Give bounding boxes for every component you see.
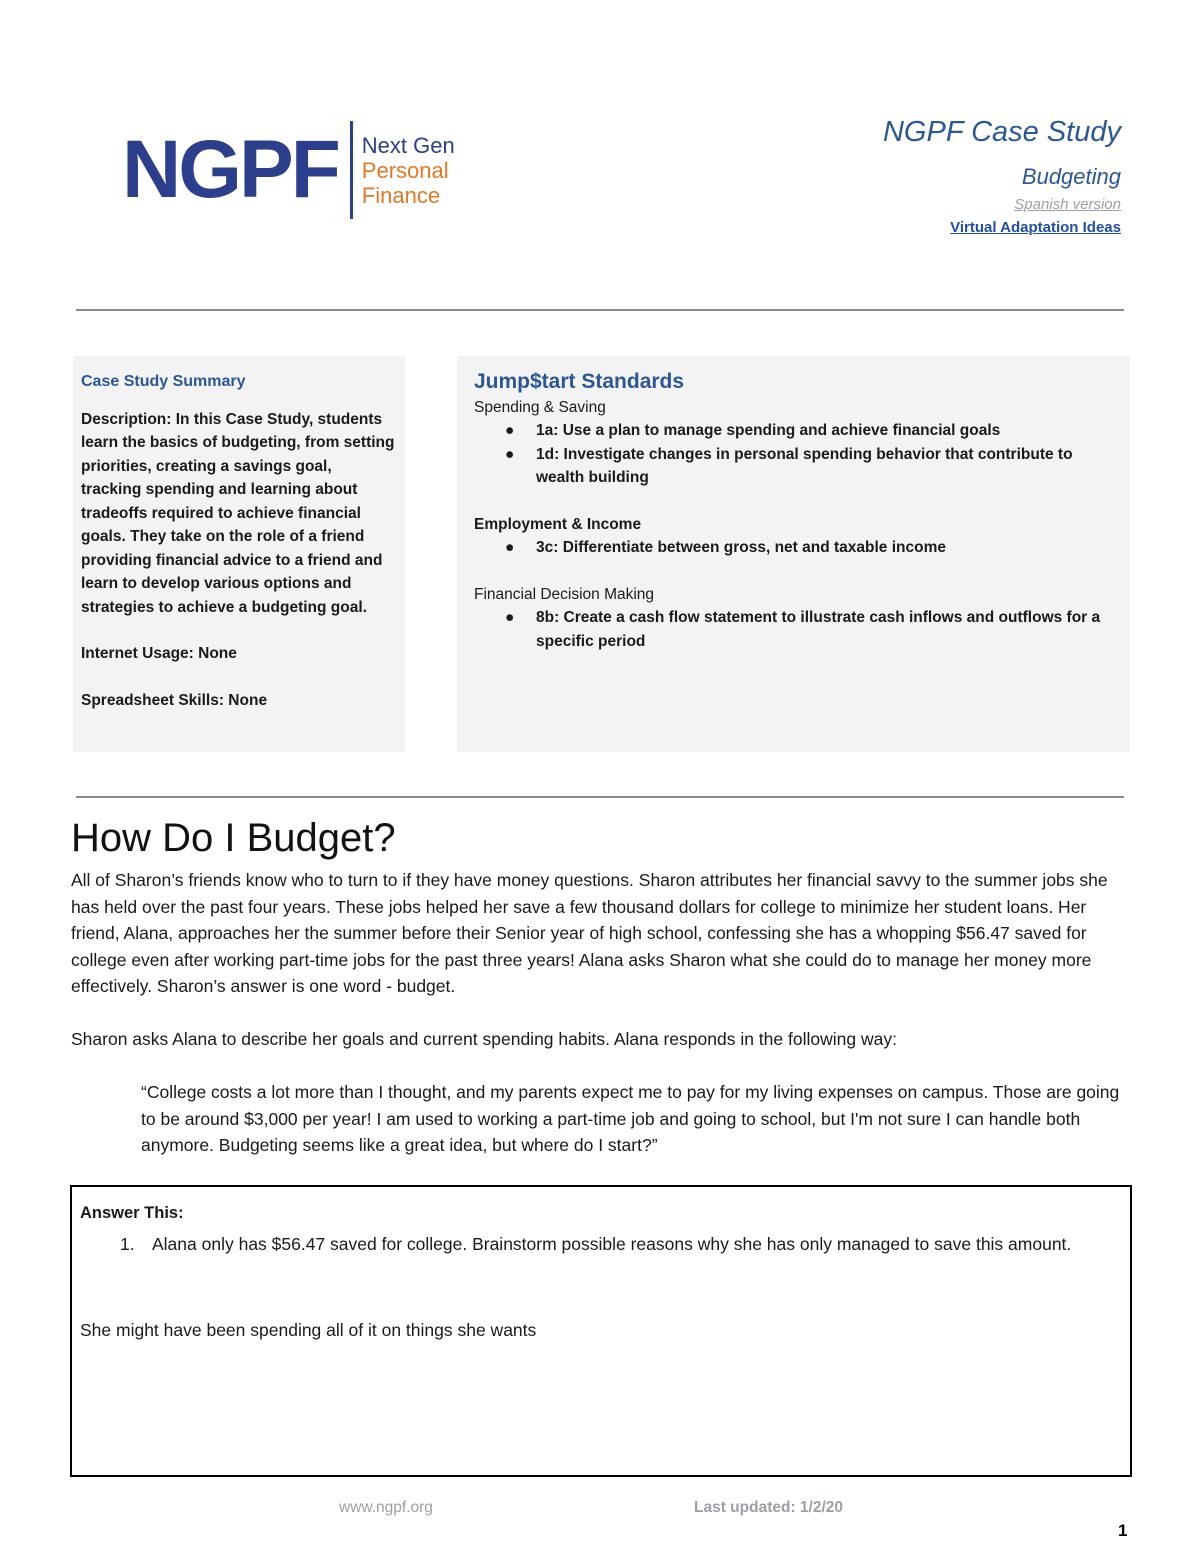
footer-last-updated: Last updated: 1/2/20 [694,1499,844,1516]
logo-mark: NGPF [122,124,338,215]
case-study-summary-box [73,356,405,752]
logo-line-2: Personal [361,157,449,183]
document-subtitle: Budgeting [1021,164,1121,189]
context-paragraph: Sharon asks Alana to describe her goals and current spending habits. Alana responds in the following way: [71,1029,897,1049]
standards-title: Jump$tart Standards [474,370,685,393]
intro-paragraph: All of Sharon’s friends know who to turn to if they have money questions. Sharon attributes her financial savvy to the summer jobs she has held over the past four years. These jobs helped her save a few thousand dollars for college to minimize her student loans. Her friend, Alana, approaches her the summer before their Senior year of high school, confessing she has a whopping $56.47 saved for college even after working part-time jobs for the past three years! Alana asks Sharon what she could do to manage her money more effectively. Sharon’s answer is one word - budget. [71,870,1108,996]
standard-item: ● 1d: Investigate changes in personal spending behavior that contribute to wealth building [474,443,1118,490]
answer-title: Answer This: [80,1204,184,1222]
page-number: 1 [1118,1521,1128,1540]
virtual-adaptation-link[interactable]: Virtual Adaptation Ideas [950,219,1121,236]
alana-quote: “College costs a lot more than I thought, and my parents expect me to pay for my living expenses on campus. Those are going to be around $3,000 per year! I am used to working a part-time job and going to school, but I'm not sure I can handle both anymore. Budgeting seems like a great idea, but where do I start?” [141,1082,1120,1155]
summary-title: Case Study Summary [81,373,246,390]
summary-internet-usage: Internet Usage: None [81,645,237,662]
jumpstart-standards-box [457,356,1130,752]
bullet-icon: ● [505,539,515,556]
spanish-version-link[interactable]: Spanish version [1014,196,1121,213]
standards-section-heading: Spending & Saving [474,398,606,416]
page-heading: How Do I Budget? [71,816,396,860]
footer-url: www.ngpf.org [339,1499,433,1516]
ngpf-logo [122,120,455,220]
answer-response[interactable]: She might have been spending all of it on things she wants [80,1320,537,1340]
standards-list [474,536,1118,560]
standards-section-heading: Employment & Income [474,515,642,533]
summary-spreadsheet-skills: Spreadsheet Skills: None [81,691,268,709]
logo-divider [350,121,353,219]
standard-item: ● 3c: Differentiate between gross, net and taxable income [474,536,1118,560]
standards-list [474,419,1118,490]
section-divider [76,796,1124,798]
summary-description: Description: In this Case Study, students learn the basics of budgeting, from setting priorities, creating a savings goal, tracking spending and learning about tradeoffs required to achieve financial goals. They take on the role of a friend providing financial advice to a friend and learn to develop various options and strategies to achieve a budgeting goal. [81,410,395,616]
logo-line-3: Finance [361,182,441,208]
standards-list [474,606,1118,653]
bullet-icon: ● [505,609,515,626]
answer-box [70,1185,1132,1477]
bullet-icon: ● [505,422,515,439]
standards-section-heading: Financial Decision Making [474,585,655,603]
standard-item: ● 8b: Create a cash flow statement to illustrate cash inflows and outflows for a specific period [474,606,1118,653]
question-text: Alana only has $56.47 saved for college. Brainstorm possible reasons why she has only managed to save this amount. [152,1234,1072,1254]
logo-wordmark [362,133,455,208]
header-divider [76,309,1124,311]
document-title: NGPF Case Study [882,116,1121,148]
standard-item: ● 1a: Use a plan to manage spending and achieve financial goals [474,419,1118,443]
logo-line-1: Next Gen [361,132,455,158]
bullet-icon: ● [505,445,515,463]
question-item [120,1230,1080,1259]
question-number: 1. [120,1234,135,1254]
